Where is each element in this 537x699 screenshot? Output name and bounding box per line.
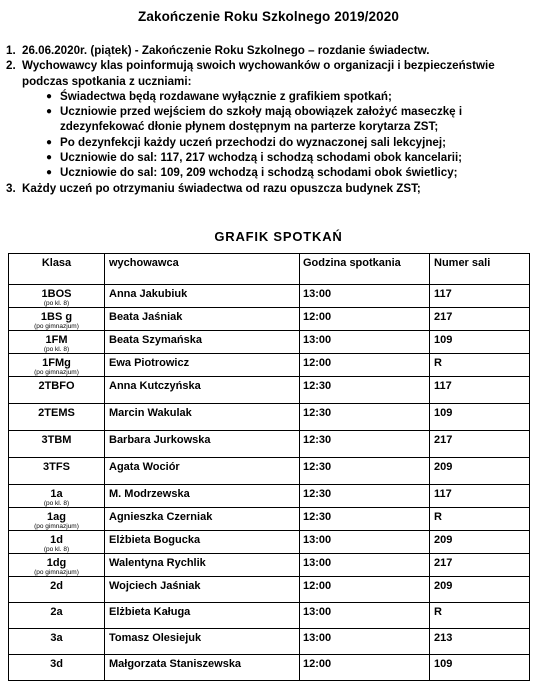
room-cell: R (430, 354, 530, 377)
klasa-name: 3a (50, 632, 63, 644)
room-cell: 117 (430, 485, 530, 508)
time-cell: 12:30 (300, 508, 430, 531)
item-number: 3. (6, 181, 16, 195)
bullet-icon: ● (46, 90, 53, 102)
room-cell: R (430, 508, 530, 531)
klasa-name: 3TFS (43, 461, 70, 473)
table-body (9, 285, 530, 681)
klasa-name: 1BS g (40, 311, 73, 323)
time-cell: 12:30 (300, 458, 430, 485)
room-cell: 209 (430, 531, 530, 554)
bullet-item: ● Uczniowie do sal: 117, 217 wchodzą i schodzą schodami obok kancelarii; (46, 151, 463, 165)
room-cell: 217 (430, 554, 530, 577)
table-header-row (9, 254, 530, 285)
bullet-item: ● Uczniowie do sal: 109, 209 wchodzą i schodzą schodami obok świetlicy; (46, 166, 458, 180)
list-item-2 (6, 58, 531, 89)
room-cell: 109 (430, 404, 530, 431)
teacher-cell: Anna Jakubiuk (105, 285, 300, 308)
klasa-name: 1dg (46, 557, 67, 569)
teacher-cell: Elżbieta Kaługa (105, 603, 300, 629)
klasa-note: (po kl. 8) (43, 346, 70, 353)
room-cell: R (430, 603, 530, 629)
time-cell: 13:00 (300, 285, 430, 308)
item-number: 1. (6, 44, 16, 57)
time-cell: 12:00 (300, 577, 430, 603)
list-item-1 (6, 43, 531, 58)
teacher-cell: Wojciech Jaśniak (105, 577, 300, 603)
klasa-note: (po kl. 8) (43, 500, 70, 507)
teacher-cell: Anna Kutczyńska (105, 377, 300, 404)
table-row (9, 629, 530, 655)
column-header-time: Godzina spotkania (300, 254, 430, 285)
time-cell: 12:30 (300, 431, 430, 458)
teacher-cell: Małgorzata Staniszewska (105, 655, 300, 681)
room-cell: 213 (430, 629, 530, 655)
teacher-cell: Beata Szymańska (105, 331, 300, 354)
time-cell: 13:00 (300, 531, 430, 554)
klasa-name: 3d (50, 658, 63, 670)
klasa-cell (9, 377, 105, 404)
list-item-3 (6, 181, 531, 196)
table-row (9, 508, 530, 531)
klasa-cell (9, 577, 105, 603)
table-row (9, 285, 530, 308)
time-cell: 12:30 (300, 485, 430, 508)
time-cell: 12:00 (300, 308, 430, 331)
klasa-cell (9, 308, 105, 331)
bullet-item: ● Po dezynfekcji każdy uczeń przechodzi do wyznaczonej sali lekcyjnej; (46, 135, 446, 149)
klasa-name: 1a (50, 488, 63, 500)
klasa-name: 2a (50, 606, 63, 618)
klasa-cell (9, 629, 105, 655)
bullet-icon: ● (46, 106, 53, 118)
column-header-room: Numer sali (430, 254, 530, 285)
teacher-cell: Beata Jaśniak (105, 308, 300, 331)
klasa-name: 1FMg (42, 357, 71, 369)
time-cell: 12:00 (300, 354, 430, 377)
bullet-icon: ● (46, 152, 53, 164)
schedule-title: GRAFIK SPOTKAŃ (214, 229, 343, 244)
bullet-item: ● Świadectwa będą rozdawane wyłącznie z grafikiem spotkań; (46, 89, 392, 103)
room-cell: 117 (430, 377, 530, 404)
bullet-icon: ● (46, 167, 53, 179)
item-text: Wychowawcy klas poinformują swoich wychowanków o organizacji i bezpieczeństwie podczas spotkania z uczniami: (22, 59, 495, 88)
document-title: Zakończenie Roku Szkolnego 2019/2020 (138, 9, 399, 24)
klasa-name: 1d (50, 534, 63, 546)
column-header-klasa: Klasa (9, 254, 105, 285)
teacher-cell: M. Modrzewska (105, 485, 300, 508)
time-cell: 13:00 (300, 603, 430, 629)
klasa-cell (9, 508, 105, 531)
room-cell: 217 (430, 431, 530, 458)
table-row (9, 458, 530, 485)
klasa-name: 2TEMS (38, 407, 75, 419)
klasa-cell (9, 404, 105, 431)
klasa-name: 1ag (47, 511, 66, 523)
time-cell: 13:00 (300, 331, 430, 354)
table-row (9, 485, 530, 508)
table-row (9, 531, 530, 554)
klasa-name: 2d (50, 580, 63, 592)
time-cell: 13:00 (300, 629, 430, 655)
teacher-cell: Elżbieta Bogucka (105, 531, 300, 554)
table-row (9, 377, 530, 404)
item-text: 26.06.2020r. (piątek) - Zakończenie Roku Szkolnego – rozdanie świadectw. (22, 44, 430, 57)
table-row (9, 354, 530, 377)
klasa-note: (po gimnazjum) (34, 323, 79, 330)
instructions-list (6, 43, 531, 196)
klasa-cell (9, 603, 105, 629)
item-text: Każdy uczeń po otrzymaniu świadectwa od razu opuszcza budynek ZST; (22, 181, 421, 195)
teacher-cell: Walentyna Rychlik (105, 554, 300, 577)
teacher-cell: Ewa Piotrowicz (105, 354, 300, 377)
klasa-note: (po kl. 8) (43, 546, 70, 553)
teacher-cell: Agata Wociór (105, 458, 300, 485)
bullet-icon: ● (46, 136, 53, 148)
column-header-teacher: wychowawca (105, 254, 300, 285)
table-row (9, 577, 530, 603)
klasa-cell (9, 655, 105, 681)
time-cell: 12:00 (300, 655, 430, 681)
teacher-cell: Agnieszka Czerniak (105, 508, 300, 531)
klasa-name: 1FM (45, 334, 68, 346)
item-number: 2. (6, 59, 16, 73)
bullet-list (46, 89, 531, 181)
klasa-cell (9, 285, 105, 308)
klasa-cell (9, 354, 105, 377)
klasa-name: 2TBFO (38, 380, 75, 392)
time-cell: 12:30 (300, 404, 430, 431)
table-row (9, 655, 530, 681)
klasa-cell (9, 554, 105, 577)
teacher-cell: Marcin Wakulak (105, 404, 300, 431)
table-row (9, 603, 530, 629)
time-cell: 13:00 (300, 554, 430, 577)
bullet-item: ● Uczniowie przed wejściem do szkoły mają obowiązek założyć maseczkę i zdezynfekować dłonie płynem dostępnym na parterze korytarza ZST; (46, 105, 463, 134)
room-cell: 217 (430, 308, 530, 331)
table-row (9, 331, 530, 354)
room-cell: 109 (430, 331, 530, 354)
klasa-name: 1BOS (41, 288, 72, 300)
klasa-name: 3TBM (41, 434, 72, 446)
klasa-cell (9, 458, 105, 485)
table-row (9, 404, 530, 431)
teacher-cell: Barbara Jurkowska (105, 431, 300, 458)
room-cell: 209 (430, 458, 530, 485)
klasa-cell (9, 485, 105, 508)
klasa-note: (po gimnazjum) (34, 523, 79, 530)
klasa-cell (9, 531, 105, 554)
table-row (9, 431, 530, 458)
time-cell: 12:30 (300, 377, 430, 404)
klasa-cell (9, 331, 105, 354)
klasa-note: (po kl. 8) (43, 300, 70, 307)
klasa-cell (9, 431, 105, 458)
room-cell: 109 (430, 655, 530, 681)
room-cell: 117 (430, 285, 530, 308)
klasa-note: (po gimnazjum) (34, 569, 79, 576)
schedule-table (8, 253, 530, 681)
table-row (9, 308, 530, 331)
table-row (9, 554, 530, 577)
teacher-cell: Tomasz Olesiejuk (105, 629, 300, 655)
room-cell: 209 (430, 577, 530, 603)
klasa-note: (po gimnazjum) (34, 369, 79, 376)
